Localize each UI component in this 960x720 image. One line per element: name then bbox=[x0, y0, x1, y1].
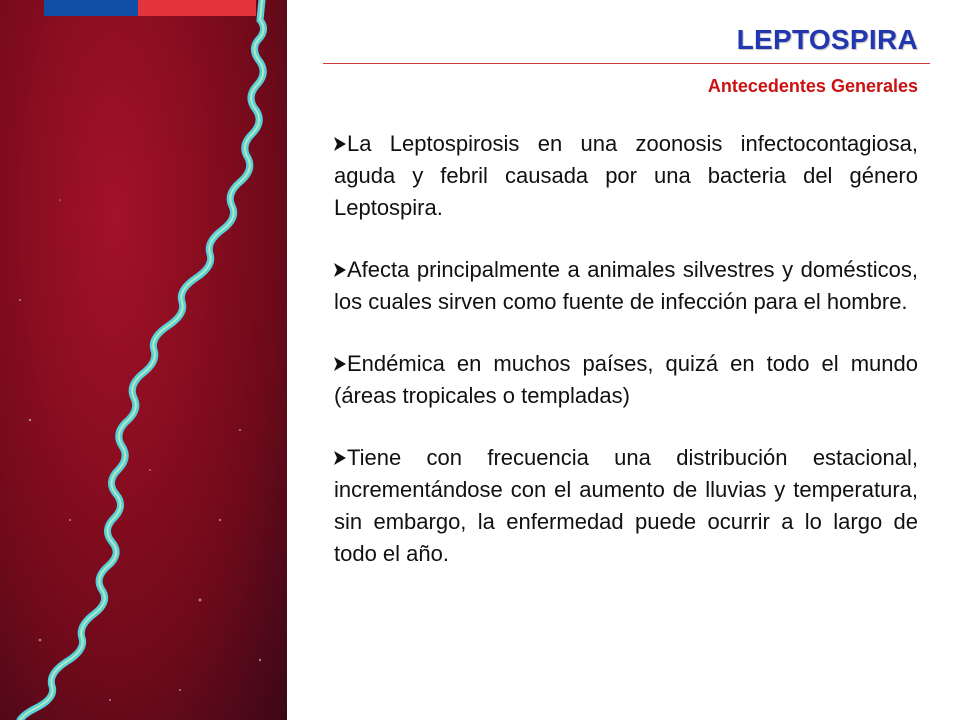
bullet-item bbox=[334, 442, 918, 570]
flag-red-stripe bbox=[138, 0, 256, 16]
title-divider bbox=[323, 63, 930, 64]
arrow-bullet-icon bbox=[334, 137, 346, 151]
flag-blue-stripe bbox=[44, 0, 138, 16]
arrow-bullet-icon bbox=[334, 451, 346, 465]
bullet-list bbox=[334, 128, 918, 600]
slide-subtitle: Antecedentes Generales bbox=[707, 76, 918, 96]
arrow-bullet-icon bbox=[334, 263, 346, 277]
slide-title: LEPTOSPIRA bbox=[736, 24, 918, 55]
bullet-item bbox=[334, 254, 918, 318]
bullet-item bbox=[334, 348, 918, 412]
bullet-text: Tiene con frecuencia una distribución estacional, incrementándose con el aumento de lluvias y temperatura, sin embargo, la enfermedad puede ocurrir a lo largo de todo el año. bbox=[334, 445, 918, 566]
bullet-text: Afecta principalmente a animales silvestres y domésticos, los cuales sirven como fuente de infección para el hombre. bbox=[334, 257, 918, 314]
bullet-text: Endémica en muchos países, quizá en todo el mundo (áreas tropicales o templadas) bbox=[334, 351, 918, 408]
leptospira-micrograph bbox=[0, 0, 287, 720]
arrow-bullet-icon bbox=[334, 357, 346, 371]
bullet-text: La Leptospirosis en una zoonosis infectocontagiosa, aguda y febril causada por una bacteria del género Leptospira. bbox=[334, 131, 918, 220]
bullet-item bbox=[334, 128, 918, 224]
